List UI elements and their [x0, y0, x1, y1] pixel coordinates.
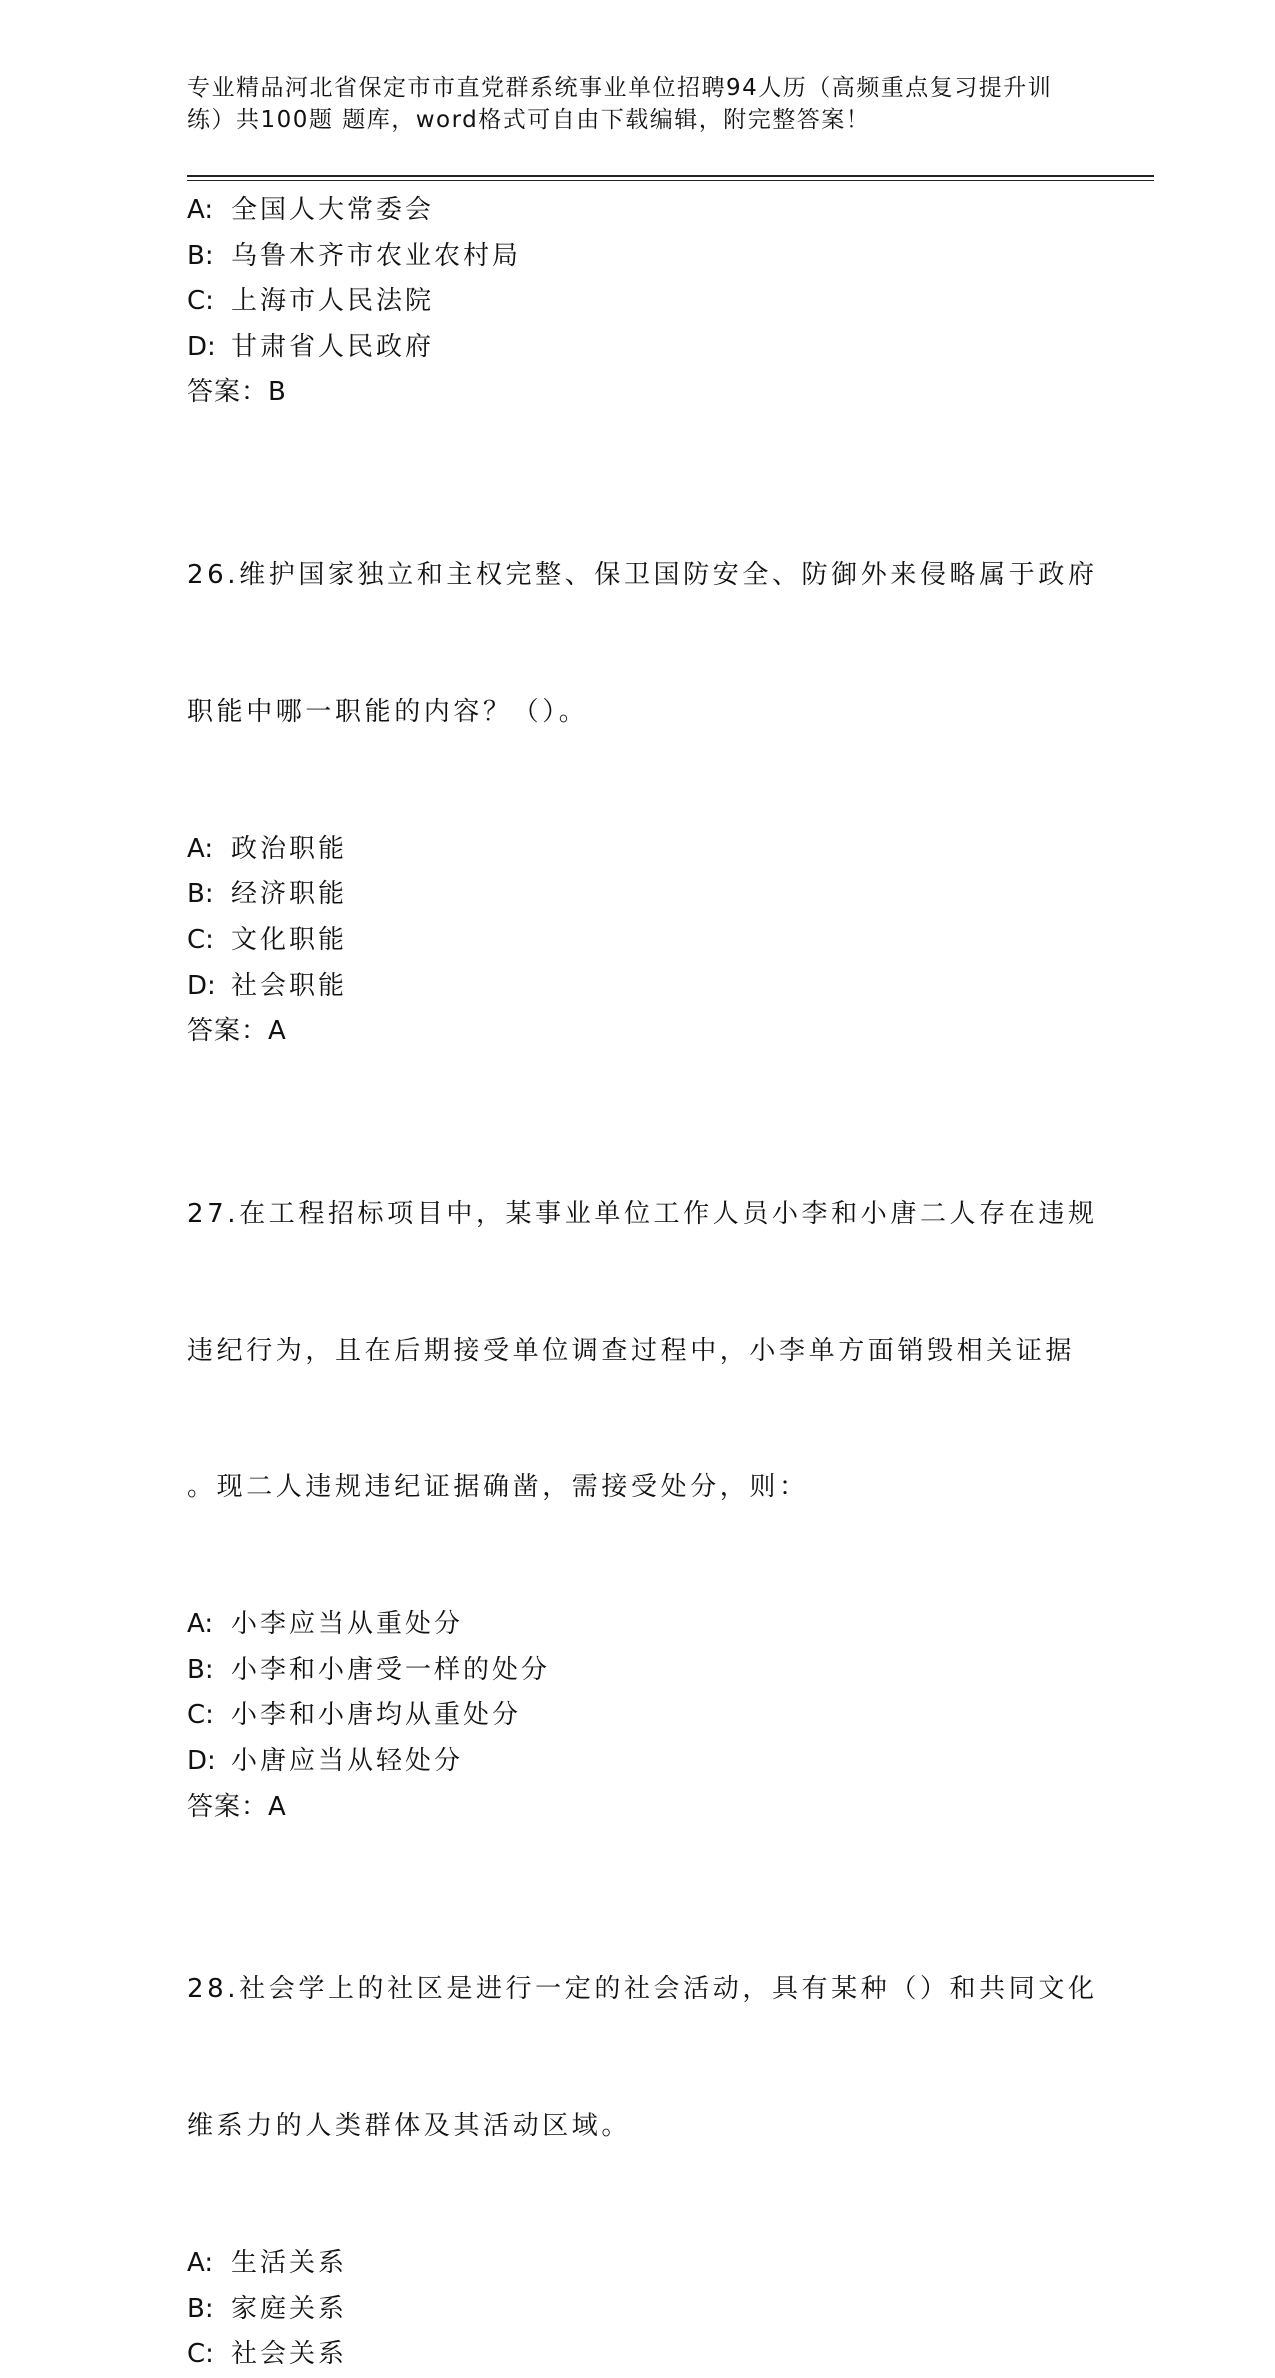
- option-c: C: 上海市人民法院: [187, 286, 435, 317]
- header-divider: [187, 175, 1154, 177]
- question-27: [187, 1101, 1098, 1831]
- option-a: A: 全国人大常委会: [187, 195, 435, 225]
- header-line-2: 练）共100题 题库，word格式可自由下载编辑，附完整答案！: [187, 107, 871, 133]
- option-d: D: 社会职能: [187, 970, 348, 1001]
- option-d: D: 甘肃省人民政府: [187, 331, 435, 362]
- document-header: [187, 72, 1087, 136]
- question-25-continued: [187, 188, 1087, 416]
- option-b: B: 小李和小唐受一样的处分: [187, 1654, 551, 1685]
- header-divider-thin: [187, 180, 1154, 181]
- option-b: B: 经济职能: [187, 879, 348, 910]
- answer-line: 答案：A: [187, 1016, 286, 1047]
- option-b: B: 家庭关系: [187, 2293, 348, 2324]
- option-c: C: 社会关系: [187, 2339, 348, 2370]
- option-a: A: 小李应当从重处分: [187, 1609, 464, 1640]
- answer-line: 答案：A: [187, 1791, 286, 1822]
- answer-line: 答案：B: [187, 377, 286, 408]
- header-line-1: 专业精品河北省保定市市直党群系统事业单位招聘94人历（高频重点复习提升训: [187, 75, 1053, 101]
- question-28: [187, 1876, 1098, 2378]
- option-a: A: 生活关系: [187, 2247, 348, 2278]
- option-b: B: 乌鲁木齐市农业农村局: [187, 240, 522, 271]
- option-d: D: 小唐应当从轻处分: [187, 1746, 464, 1776]
- question-26: [187, 462, 1098, 1055]
- option-c: C: 小李和小唐均从重处分: [187, 1700, 522, 1731]
- question-text: 27.在工程招标项目中，某事业单位工作人员小李和小唐二人存在违规 违纪行为，且在后期接受单位调查过程中，小李单方面销毁相关证据 。现二人违规违纪证据确凿，需接受处分，则：: [187, 1198, 1098, 1503]
- document-body: [187, 188, 1098, 2378]
- option-a: A: 政治职能: [187, 833, 348, 864]
- option-c: C: 文化职能: [187, 924, 348, 955]
- question-text: 28.社会学上的社区是进行一定的社会活动，具有某种（）和共同文化 维系力的人类群体及其活动区域。: [187, 1974, 1098, 2142]
- question-text: 26.维护国家独立和主权完整、保卫国防安全、防御外来侵略属于政府 职能中哪一职能的内容？（）。: [187, 560, 1098, 727]
